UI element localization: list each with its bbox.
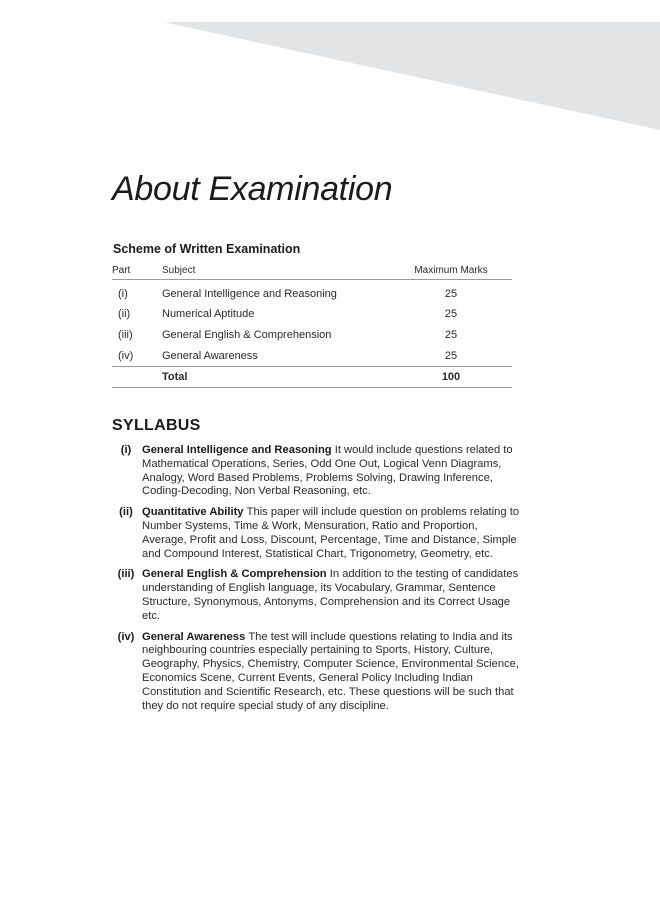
syllabus-item-quantitative	[112, 506, 522, 561]
syllabus-item-reasoning	[112, 444, 522, 499]
syllabus-item-awareness	[112, 631, 522, 714]
row-part: (iv)	[118, 349, 134, 362]
table-total-row	[112, 367, 512, 388]
syllabus-item-number: (i)	[120, 444, 132, 456]
table-header-row	[112, 262, 512, 280]
header-subject: Subject	[162, 262, 390, 280]
syllabus-item-text: It would include questions related to Mathematical Operations, Series, Odd One Out, Logical Venn Diagrams, Analogy, Word Based Problems, Problems Solving, Drawing Inference, Coding-Decoding, Non Verbal Reasoning, etc.	[142, 444, 513, 498]
row-marks: 25	[444, 288, 458, 300]
syllabus-item-heading: Quantitative Ability	[142, 506, 247, 519]
row-subject: General English & Comprehension	[162, 329, 332, 342]
header-marks: Maximum Marks	[390, 262, 512, 280]
table-row	[112, 304, 512, 325]
syllabus-item-heading: General Awareness	[142, 630, 249, 643]
total-label: Total	[162, 367, 390, 388]
row-subject: General Awareness	[162, 349, 258, 362]
row-part: (ii)	[118, 308, 131, 321]
syllabus-item-number: (ii)	[119, 506, 133, 519]
syllabus-item-text: This paper will include question on problems relating to Number Systems, Time & Work, Mensuration, Ratio and Proportion, Average, Profit and Loss, Discount, Percentage, Time and Distance, Simple and Compound Interest, Statistical Chart, Trigonometry, Geometry, etc.	[142, 506, 520, 560]
syllabus-item-heading: General English & Comprehension	[142, 568, 330, 581]
syllabus-item-number: (iv)	[117, 630, 135, 643]
syllabus-item-heading: General Intelligence and Reasoning	[142, 444, 335, 456]
row-marks: 25	[444, 349, 458, 362]
table-row	[112, 280, 512, 305]
table-row	[112, 325, 512, 346]
row-marks: 25	[444, 329, 458, 342]
total-marks: 100	[390, 367, 512, 388]
row-subject: Numerical Aptitude	[162, 308, 255, 321]
page-title: About Examination	[112, 170, 393, 208]
row-marks: 25	[444, 308, 458, 321]
syllabus-item-text: The test will include questions relating to India and its neighbouring countries especially pertaining to Sports, History, Culture, Geography, Physics, Chemistry, Computer Science, Environmental Science, Economics Scene, Current Events, General Policy Including Indian Constitution and Scientific Research, etc. These questions will be such that they do not require special study of any discipline.	[142, 630, 520, 712]
total-part-empty	[112, 367, 162, 388]
table-row	[112, 345, 512, 366]
header-part: Part	[112, 262, 162, 280]
syllabus-item-number: (iii)	[117, 568, 135, 581]
syllabus-title: SYLLABUS	[112, 417, 201, 434]
syllabus-item-english	[112, 568, 522, 623]
scheme-title: Scheme of Written Examination	[113, 242, 301, 256]
syllabus-item-text: In addition to the testing of candidates understanding of English language, its Vocabulary, Grammar, Sentence Structure, Synonymous, Antonyms, Comprehension and its Correct Usage etc.	[142, 568, 519, 622]
row-part: (i)	[118, 288, 128, 300]
syllabus-list	[112, 444, 522, 720]
row-part: (iii)	[118, 329, 133, 342]
corner-decoration	[0, 0, 660, 140]
row-subject: General Intelligence and Reasoning	[162, 288, 337, 300]
scheme-table	[112, 262, 512, 388]
